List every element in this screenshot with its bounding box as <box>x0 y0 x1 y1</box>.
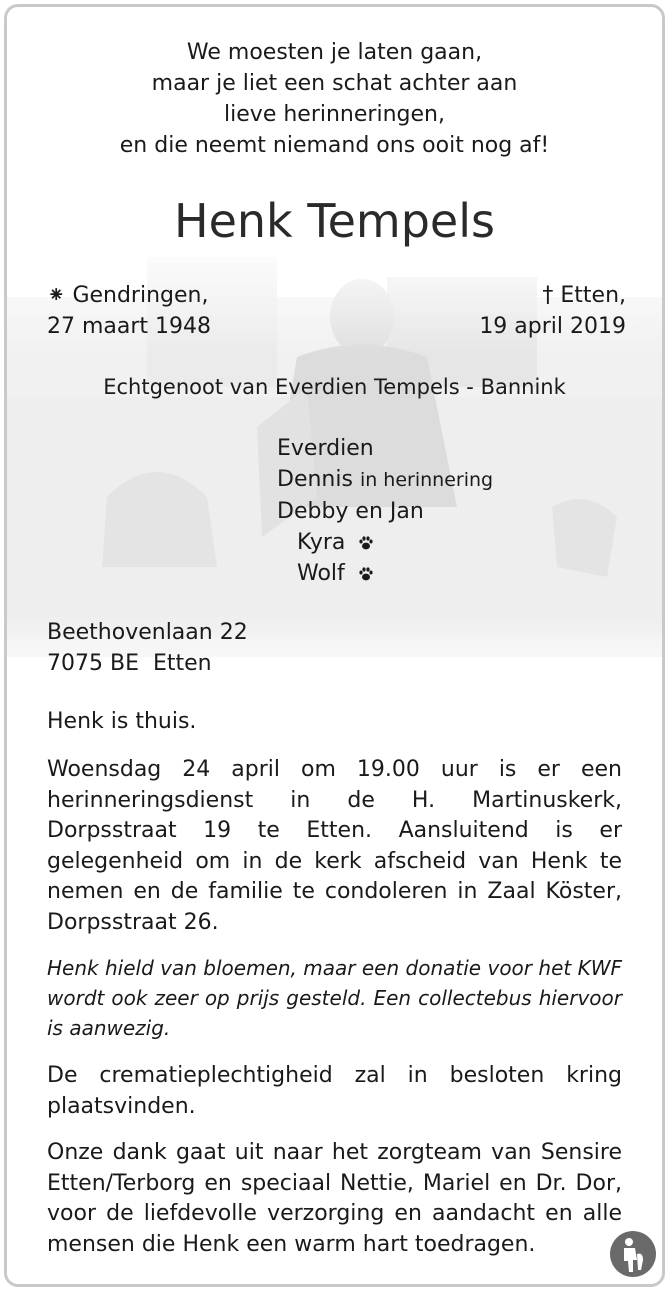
birth-date: 27 maart 1948 <box>47 314 212 339</box>
poem-line: We moesten je laten gaan, <box>186 40 483 65</box>
address-city: 7075 BE Etten <box>47 651 212 676</box>
death-place: Etten, <box>560 283 626 308</box>
paragraph-home: Henk is thuis. <box>47 709 197 734</box>
paragraph-donation: Henk hield van bloemen, maar een donatie voor het KWF wordt ook zeer op prijs gesteld. Een collectebus hiervoor is aanwezig. <box>47 956 622 1040</box>
birth-info <box>47 280 211 342</box>
family-member: Everdien <box>277 436 374 461</box>
pet-entry <box>277 527 493 558</box>
pet-name: Wolf <box>297 561 345 586</box>
poem-line: maar je liet een schat achter aan <box>151 71 518 96</box>
death-date: 19 april 2019 <box>479 314 626 339</box>
family-member: Debby en Jan <box>277 499 424 524</box>
paw-icon <box>358 566 374 582</box>
pet-name: Kyra <box>297 530 346 555</box>
paragraph-cremation: De crematieplechtigheid zal in besloten kring plaatsvinden. <box>47 1063 622 1119</box>
death-symbol: † <box>542 283 554 308</box>
family-member-name: Dennis <box>277 467 353 492</box>
poem-line: lieve herinneringen, <box>224 102 445 127</box>
figure-logo-icon <box>609 1230 657 1278</box>
poem-line: en die neemt niemand ons ooit nog af! <box>119 133 550 158</box>
in-memory-note: in herinnering <box>359 469 494 491</box>
family-member <box>277 464 493 496</box>
poem <box>7 37 662 161</box>
family-list <box>277 433 493 589</box>
obituary-card <box>4 4 665 1287</box>
death-info <box>479 280 626 342</box>
paw-icon <box>358 535 374 551</box>
address-street: Beethovenlaan 22 <box>47 620 248 645</box>
address <box>47 617 248 679</box>
deceased-name: Henk Tempels <box>174 194 495 248</box>
birth-place: Gendringen, <box>72 283 209 308</box>
birth-symbol: ⁕ <box>47 283 66 308</box>
paragraph-service: Woensdag 24 april om 19.00 uur is er een herinneringsdienst in de H. Martinuskerk, Dorpsstraat 19 te Etten. Aansluitend is er gelegenheid om in de kerk afscheid van Henk te nemen en de familie te condoleren in Zaal Köster, Dorpsstraat 26. <box>47 757 622 935</box>
pet-entry <box>277 558 493 589</box>
paragraph-thanks: Onze dank gaat uit naar het zorgteam van Sensire Etten/Terborg en speciaal Nettie, Mariel en Dr. Dor, voor de liefdevolle verzorging en aandacht en alle mensen die Henk een warm hart toedragen. <box>47 1140 622 1257</box>
spouse-line: Echtgenoot van Everdien Tempels - Bannink <box>103 375 566 399</box>
